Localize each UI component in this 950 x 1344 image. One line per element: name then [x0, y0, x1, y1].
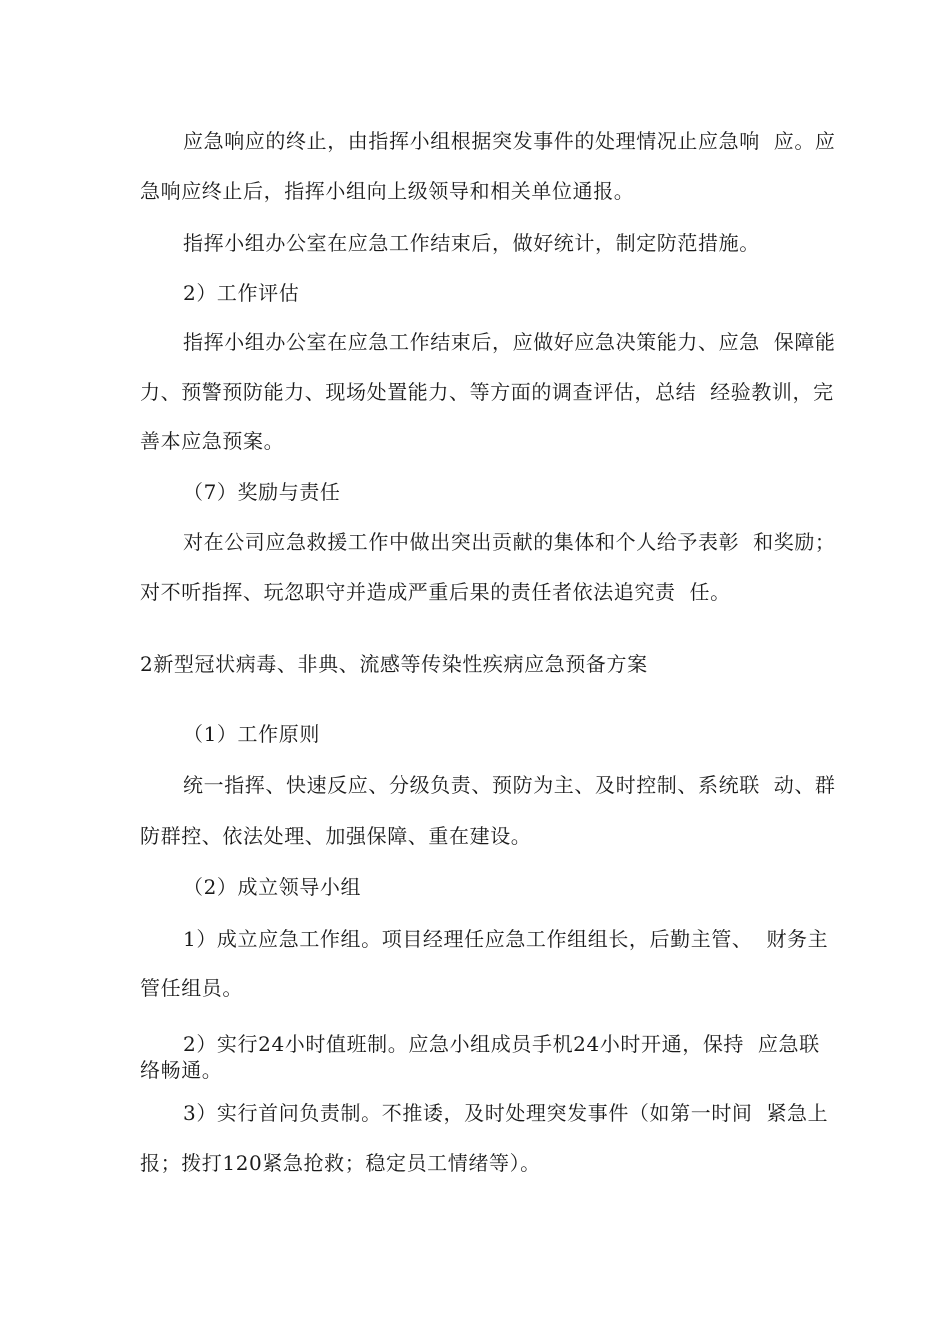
paragraph-line: 3）实行首问负责制。不推诿，及时处理突发事件（如第一时间 紧急上	[183, 1101, 829, 1125]
section-heading: （1）工作原则	[183, 722, 320, 746]
section-heading: （2）成立领导小组	[183, 875, 362, 899]
chapter-heading: 2新型冠状病毒、非典、流感等传染性疾病应急预备方案	[140, 652, 648, 676]
paragraph-line: 指挥小组办公室在应急工作结束后，应做好应急决策能力、应急 保障能	[183, 330, 836, 354]
paragraph-line: 1）成立应急工作组。项目经理任应急工作组组长，后勤主管、 财务主	[183, 927, 829, 951]
section-heading: （7）奖励与责任	[183, 480, 341, 504]
paragraph-line: 力、预警预防能力、现场处置能力、等方面的调查评估，总结 经验教训，完	[140, 380, 834, 404]
paragraph-line: 络畅通。	[140, 1058, 223, 1082]
paragraph-line: 急响应终止后，指挥小组向上级领导和相关单位通报。	[140, 179, 635, 203]
paragraph-line: 善本应急预案。	[140, 429, 285, 453]
paragraph-line: 统一指挥、快速反应、分级负责、预防为主、及时控制、系统联 动、群	[183, 773, 836, 797]
paragraph-line: 指挥小组办公室在应急工作结束后，做好统计，制定防范措施。	[183, 231, 760, 255]
paragraph-line: 2）实行24小时值班制。应急小组成员手机24小时开通，保持 应急联	[183, 1032, 820, 1056]
paragraph-line: 对在公司应急救援工作中做出突出贡献的集体和个人给予表彰 和奖励；	[183, 530, 836, 554]
paragraph-line: 管任组员。	[140, 976, 243, 1000]
paragraph-line: 报；拨打120紧急抢救；稳定员工情绪等）。	[140, 1151, 541, 1175]
section-heading: 2）工作评估	[183, 281, 300, 305]
paragraph-line: 防群控、依法处理、加强保障、重在建设。	[140, 824, 532, 848]
paragraph-line: 应急响应的终止，由指挥小组根据突发事件的处理情况止应急响 应。应	[183, 129, 836, 153]
paragraph-line: 对不听指挥、玩忽职守并造成严重后果的责任者依法追究责 任。	[140, 580, 731, 604]
